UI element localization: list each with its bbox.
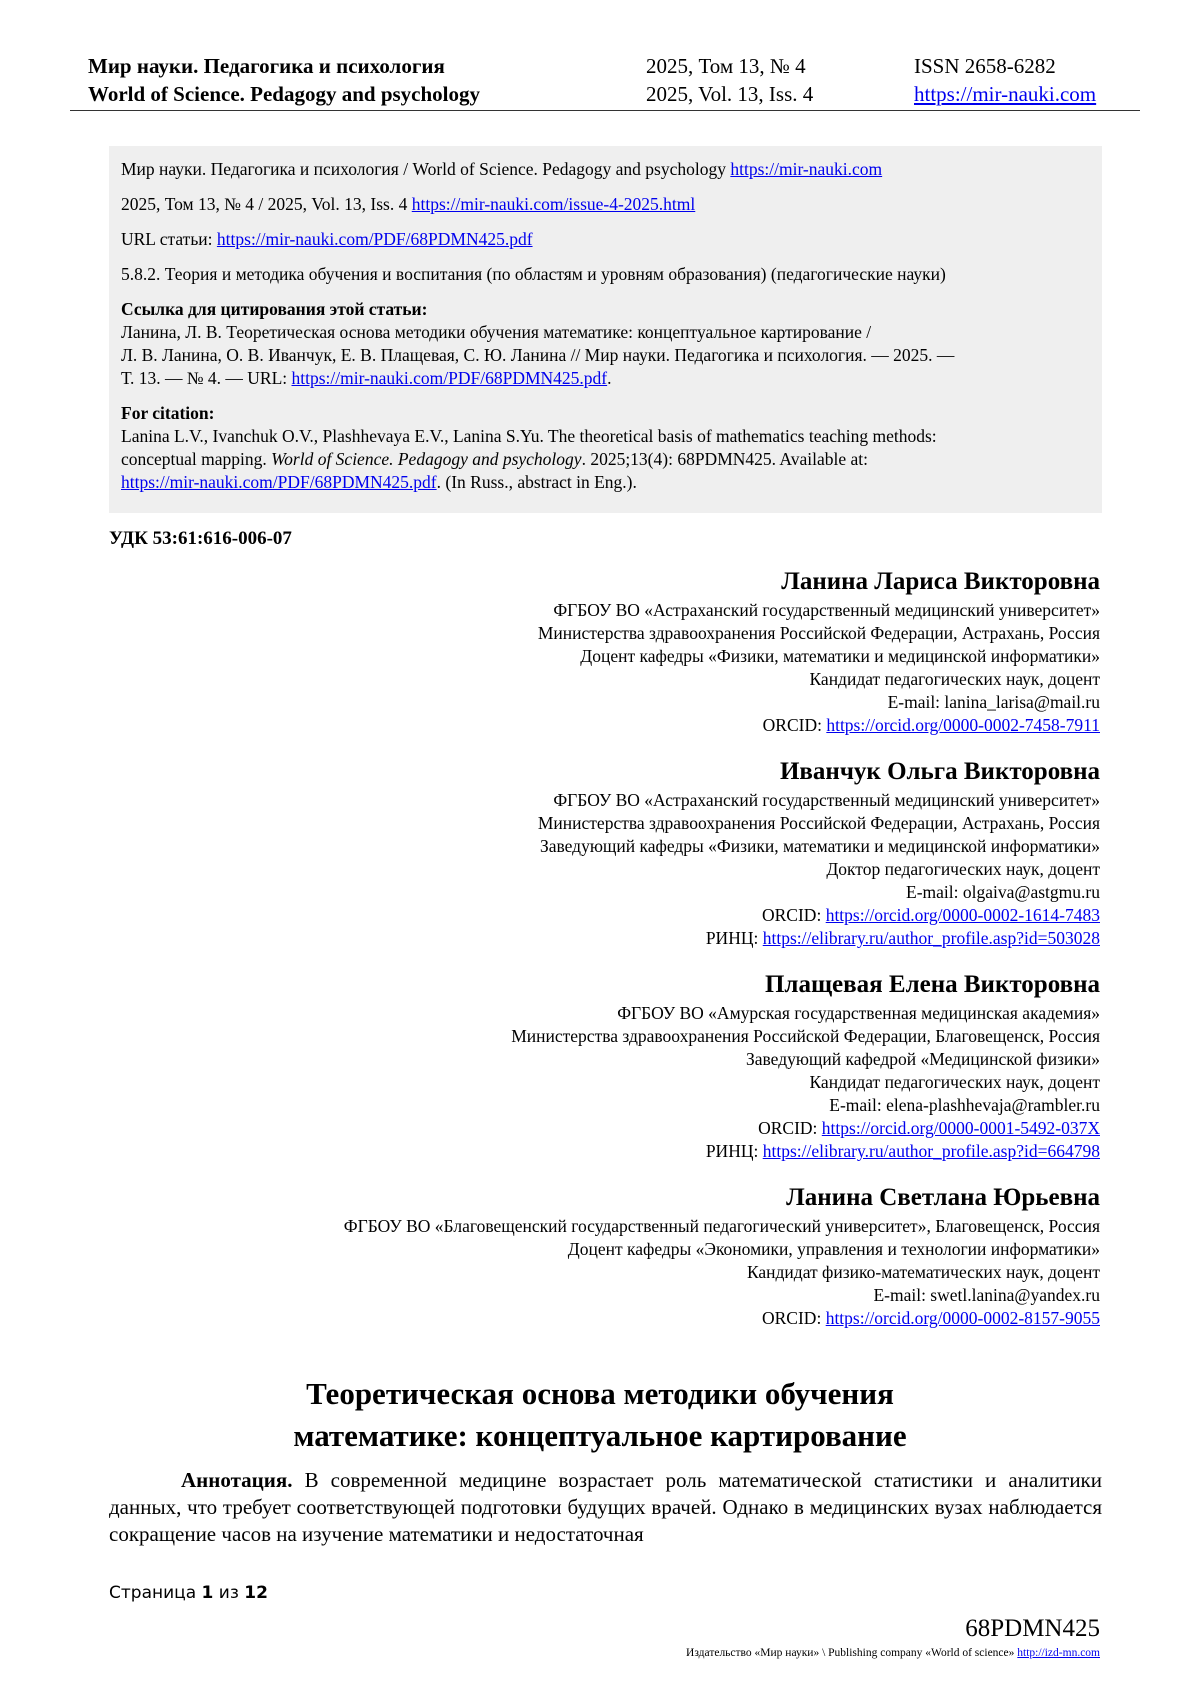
header-divider: [70, 110, 1140, 111]
infobox-issue-line: 2025, Том 13, № 4 / 2025, Vol. 13, Iss. 4 https://mir-nauki.com/issue-4-2025.html: [121, 194, 696, 214]
author-email: E-mail: elena-plashhevaja@rambler.ru: [829, 1095, 1100, 1115]
article-code: 68PDMN425: [965, 1615, 1100, 1642]
author-name: Ланина Лариса Викторовна: [781, 568, 1100, 595]
author-block: Иванчук Ольга Викторовна ФГБОУ ВО «Астраханский государственный медицинский университет» Министерства здравоохранения Российской Федерации, Астрахань, Россия Заведующий кафедры «Физики, математики и медицинской информатики» Доктор педагогических наук, доцент E-mail: olgaiva@astgmu.ru ORCID: https://orcid.org/0000-0002-1614-7483 РИНЦ: https://elibrary.ru/author_profile.asp?id=503028: [100, 755, 1100, 950]
specialty-code: 5.8.2. Теория и методика обучения и воспитания (по областям и уровням образования) (педагогические науки): [121, 264, 946, 284]
article-pdf-link[interactable]: https://mir-nauki.com/PDF/68PDMN425.pdf: [216, 229, 533, 249]
citation-en-link[interactable]: https://mir-nauki.com/PDF/68PDMN425.pdf: [121, 472, 437, 492]
issue-en: 2025, Vol. 13, Iss. 4: [646, 82, 814, 106]
issn: ISSN 2658-6282: [914, 54, 1056, 78]
orcid-link[interactable]: https://orcid.org/0000-0002-8157-9055: [825, 1308, 1100, 1328]
publisher-link[interactable]: http://izd-mn.com: [1017, 1647, 1100, 1659]
journal-name-en: World of Science. Pedagogy and psychology: [88, 82, 481, 106]
citation-info-box: [109, 146, 1102, 513]
abstract-text: В современной медицине возрастает роль математической статистики и аналитики данных, что требует соответствующей подготовки будущих врачей. Однако в медицинских вузах наблюдается сокращение часов на изучение математики и недостаточная: [109, 1468, 1102, 1546]
issue-url-link[interactable]: https://mir-nauki.com/issue-4-2025.html: [411, 194, 696, 214]
rinc-link[interactable]: https://elibrary.ru/author_profile.asp?id=503028: [762, 928, 1100, 948]
citation-ru: Ссылка для цитирования этой статьи: Ланина, Л. В. Теоретическая основа методики обучения математике: концептуальное картирование / Л. В. Ланина, О. В. Иванчук, Е. В. Плащевая, С. Ю. Ланина // Мир науки. Педагогика и психология. — 2025. — Т. 13. — № 4. — URL: https://mir-nauki.com/PDF/68PDMN425.pdf.: [121, 298, 1090, 390]
page-number: Страница 1 из 12: [109, 1583, 268, 1603]
udk-code: УДК 53:61:616-006-07: [109, 528, 292, 549]
abstract-label: Аннотация.: [181, 1468, 293, 1492]
author-block: Ланина Светлана Юрьевна ФГБОУ ВО «Благовещенский государственный педагогический университет», Благовещенск, Россия Доцент кафедры «Экономики, управления и технологии информатики» Кандидат физико-математических наук, доцент E-mail: swetl.lanina@yandex.ru ORCID: https://orcid.org/0000-0002-8157-9055: [100, 1181, 1100, 1330]
issue-ru: 2025, Том 13, № 4: [646, 54, 806, 78]
author-name: Иванчук Ольга Викторовна: [779, 758, 1100, 785]
citation-en: For citation: Lanina L.V., Ivanchuk O.V., Plashhevaya E.V., Lanina S.Yu. The theoretical basis of mathematics teaching methods: conceptual mapping. World of Science. Pedagogy and psychology. 2025;13(4): 68PDMN425. Available at: https://mir-nauki.com/PDF/68PDMN425.pdf. (In Russ., abstract in Eng.).: [121, 402, 1090, 494]
article-title: Теоретическая основа методики обучения математике: концептуальное картирование: [293, 1376, 907, 1453]
author-email: E-mail: swetl.lanina@yandex.ru: [873, 1285, 1100, 1305]
citation-en-title: For citation:: [121, 403, 215, 423]
orcid-link[interactable]: https://orcid.org/0000-0001-5492-037X: [821, 1118, 1100, 1138]
author-name: Ланина Светлана Юрьевна: [786, 1184, 1100, 1211]
journal-header: [88, 52, 1138, 108]
author-email: E-mail: olgaiva@astgmu.ru: [906, 882, 1100, 902]
authors-list: [100, 565, 1100, 1348]
author-email: E-mail: lanina_larisa@mail.ru: [887, 692, 1100, 712]
author-block: Плащевая Елена Викторовна ФГБОУ ВО «Амурская государственная медицинская академия» Министерства здравоохранения Российской Федерации, Благовещенск, Россия Заведующий кафедрой «Медицинской физики» Кандидат педагогических наук, доцент E-mail: elena-plashhevaja@rambler.ru ORCID: https://orcid.org/0000-0001-5492-037X РИНЦ: https://elibrary.ru/author_profile.asp?id=664798: [100, 968, 1100, 1163]
rinc-link[interactable]: https://elibrary.ru/author_profile.asp?id=664798: [762, 1141, 1100, 1161]
abstract-paragraph: [109, 1467, 1102, 1548]
journal-url-link[interactable]: https://mir-nauki.com: [730, 159, 883, 179]
citation-ru-title: Ссылка для цитирования этой статьи:: [121, 299, 428, 319]
citation-ru-link[interactable]: https://mir-nauki.com/PDF/68PDMN425.pdf: [291, 368, 608, 388]
orcid-link[interactable]: https://orcid.org/0000-0002-7458-7911: [826, 715, 1100, 735]
orcid-link[interactable]: https://orcid.org/0000-0002-1614-7483: [825, 905, 1100, 925]
citation-en-journal: World of Science. Pedagogy and psychology: [271, 449, 582, 469]
author-name: Плащевая Елена Викторовна: [764, 971, 1100, 998]
infobox-journal-line: Мир науки. Педагогика и психология / World of Science. Pedagogy and psychology https://mir-nauki.com: [121, 159, 883, 179]
infobox-article-url-line: URL статьи: https://mir-nauki.com/PDF/68PDMN425.pdf: [121, 229, 533, 249]
publisher-line: Издательство «Мир науки» \ Publishing company «World of science» http://izd-mn.com: [686, 1647, 1100, 1659]
journal-name-ru: Мир науки. Педагогика и психология: [88, 54, 445, 78]
journal-site-link[interactable]: https://mir-nauki.com: [914, 82, 1097, 106]
author-block: Ланина Лариса Викторовна ФГБОУ ВО «Астраханский государственный медицинский университет» Министерства здравоохранения Российской Федерации, Астрахань, Россия Доцент кафедры «Физики, математики и медицинской информатики» Кандидат педагогических наук, доцент E-mail: lanina_larisa@mail.ru ORCID: https://orcid.org/0000-0002-7458-7911: [100, 565, 1100, 737]
